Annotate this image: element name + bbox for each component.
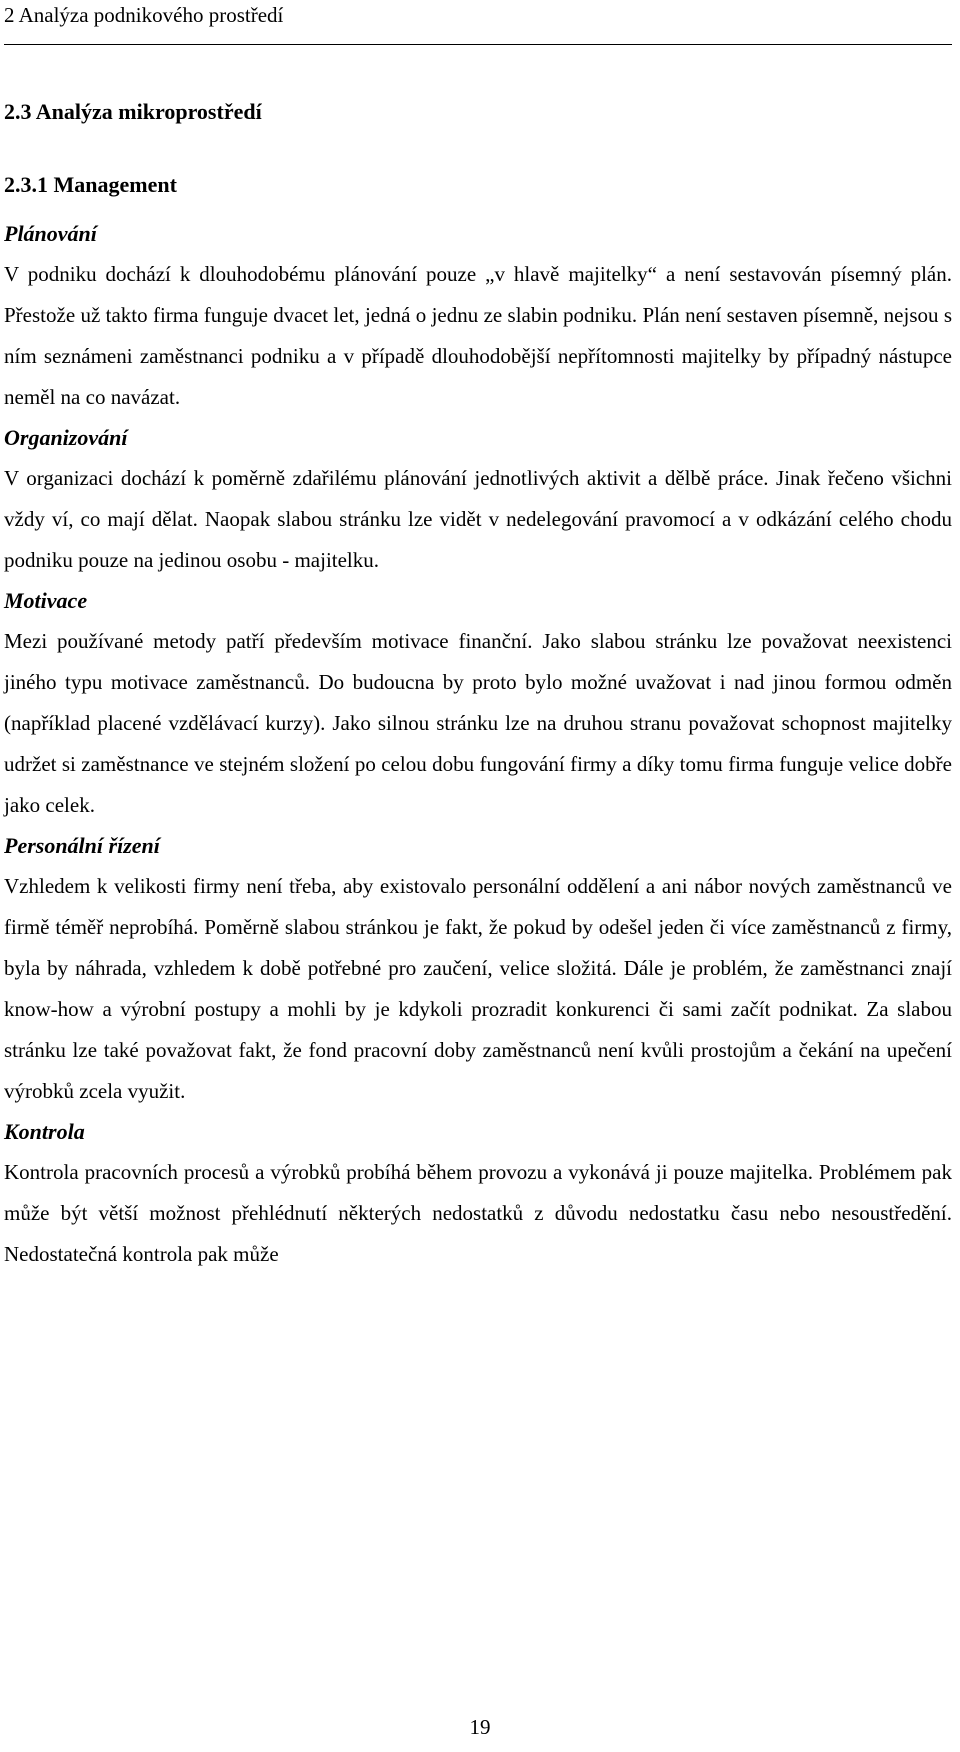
topic-heading-organizovani: Organizování [4, 425, 128, 450]
topic-heading-planovani: Plánování [4, 221, 97, 246]
paragraph-personalni-rizeni: Vzhledem k velikosti firmy není třeba, aby existovalo personální oddělení a ani nábor nových zaměstnanců ve firmě téměř neprobíhá. Poměrně slabou stránkou je fakt, že pokud by odešel jeden či více zaměstnanců z firmy, byla by náhrada, vzhledem k době potřebné pro zaučení, velice složitá. Dále je problém, že zaměstnanci znají know-how a výrobní postupy a mohli by je kdykoli prozradit konkurenci či sami začít podnikat. Za slabou stránku lze také považovat fakt, že fond pracovní doby zaměstnanců není kvůli prostojům a čekání na upečení výrobků zcela využit. [4, 874, 952, 1103]
topic-heading-personalni-rizeni: Personální řízení [4, 833, 160, 858]
paragraph-organizovani: V organizaci dochází k poměrně zdařilému plánování jednotlivých aktivit a dělbě práce. Jinak řečeno všichni vždy ví, co mají dělat. Naopak slabou stránku lze vidět v nedelegování pravomocí a v odkázání celého chodu podniku pouze na jedinou osobu - majitelku. [4, 466, 952, 572]
page-number: 19 [469, 1715, 491, 1739]
body-content [4, 214, 952, 1275]
header-rule [4, 44, 952, 45]
topic-heading-motivace: Motivace [4, 588, 88, 613]
topic-heading-kontrola: Kontrola [4, 1119, 85, 1144]
paragraph-planovani: V podniku dochází k dlouhodobému plánování pouze „v hlavě majitelky“ a není sestavován písemný plán. Přestože už takto firma funguje dvacet let, jedná o jednu ze slabin podniku. Plán není sestaven písemně, nejsou s ním seznámeni zaměstnanci podniku a v případě dlouhodobější nepřítomnosti majitelky by případný nástupce neměl na co navázat. [4, 262, 952, 409]
paragraph-motivace: Mezi používané metody patří především motivace finanční. Jako slabou stránku lze považovat neexistenci jiného typu motivace zaměstnanců. Do budoucna by proto bylo možné uvažovat i nad jinou formou odměn (například placené vzdělávací kurzy). Jako silnou stránku lze na druhou stranu považovat schopnost majitelky udržet si zaměstnance ve stejném složení po celou dobu fungování firmy a díky tomu firma funguje velice dobře jako celek. [4, 629, 952, 817]
paragraph-kontrola: Kontrola pracovních procesů a výrobků probíhá během provozu a vykonává ji pouze majitelka. Problémem pak může být větší možnost přehlédnutí některých nedostatků z důvodu nedostatku času nebo nesoustředění. Nedostatečná kontrola pak může [4, 1160, 952, 1266]
subsection-heading: 2.3.1 Management [4, 172, 177, 197]
running-header: 2 Analýza podnikového prostředí [4, 3, 284, 27]
section-heading: 2.3 Analýza mikroprostředí [4, 99, 262, 124]
